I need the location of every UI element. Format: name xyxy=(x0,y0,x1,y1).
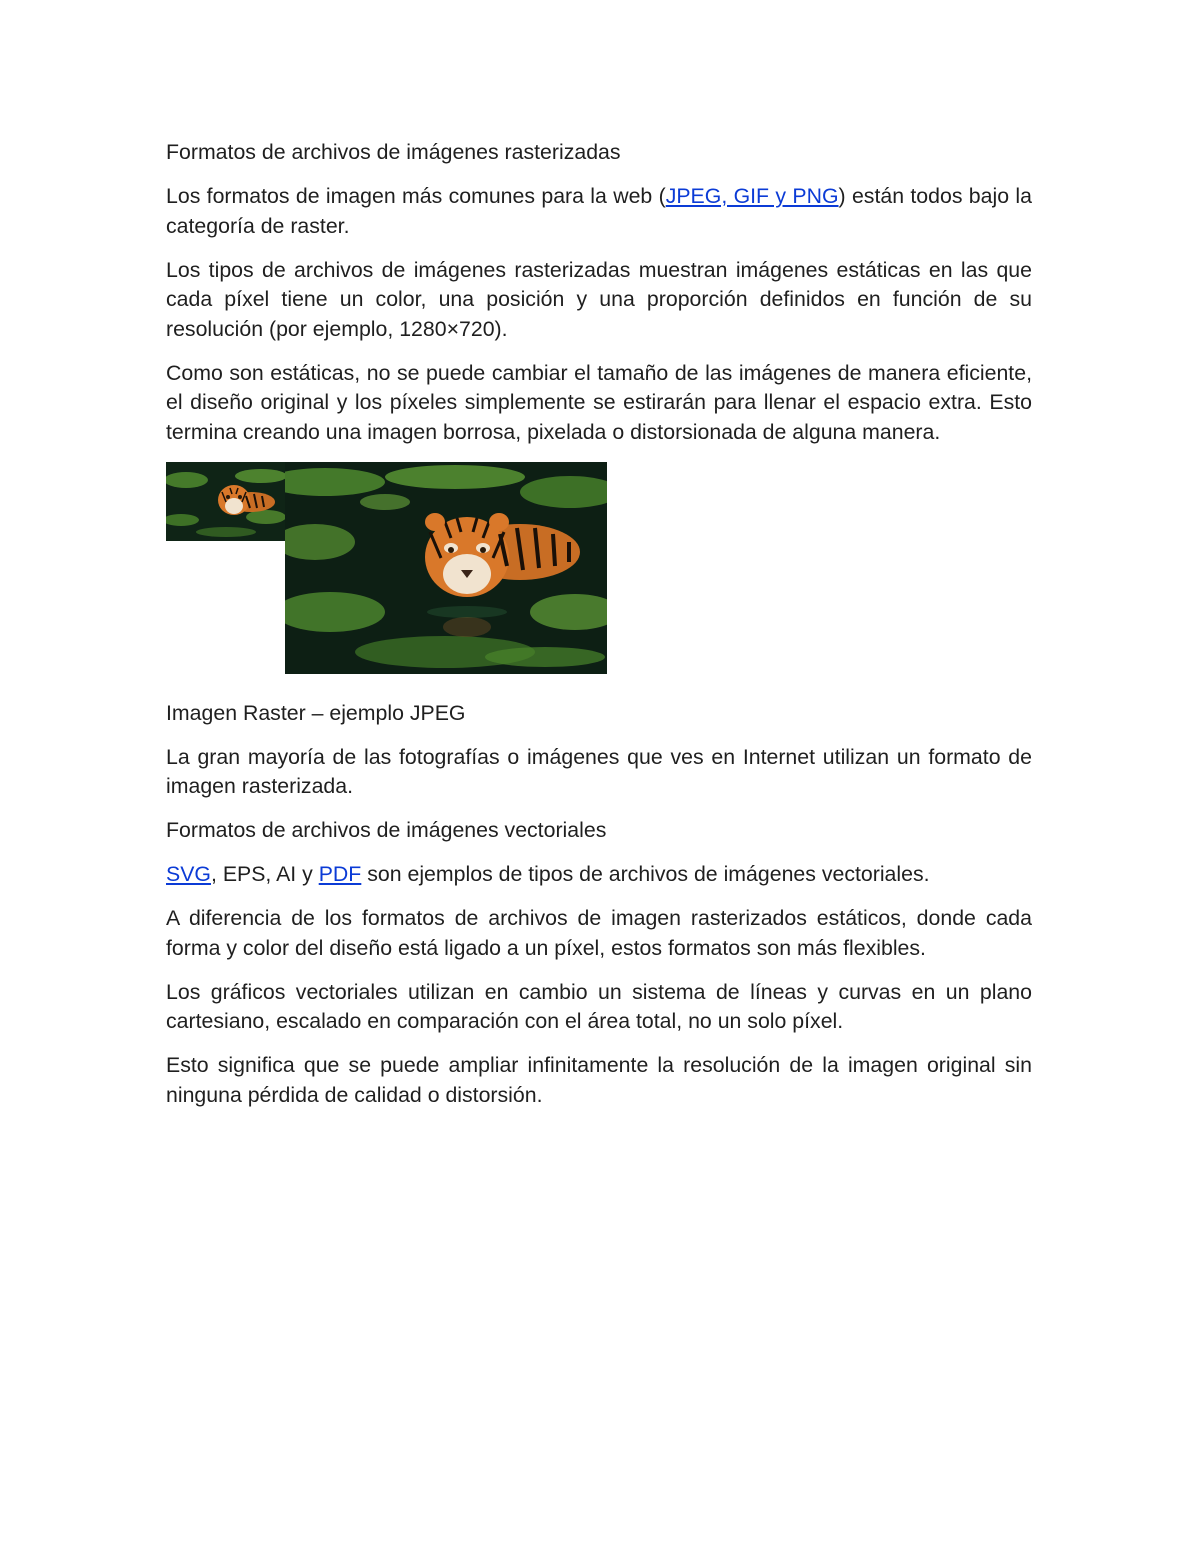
paragraph-raster-types: Los tipos de archivos de imágenes rasterizadas muestran imágenes estáticas en las que cada píxel tiene un color, una posición y una proporción definidos en función de su resolución (por ejemplo, 1280×720). xyxy=(166,257,1032,341)
paragraph-static: Como son estáticas, no se puede cambiar el tamaño de las imágenes de manera eficiente, el diseño original y los píxeles simplemente se estirarán para llenar el espacio extra. Esto termina creando una imagen borrosa, pixelada o distorsionada de alguna manera. xyxy=(166,360,1032,444)
vector-formats-heading: Formatos de archivos de imágenes vectoriales xyxy=(166,818,607,842)
pdf-link[interactable]: PDF xyxy=(318,862,362,886)
document-body xyxy=(166,138,1032,1125)
paragraph-text: , EPS, AI y xyxy=(210,862,319,886)
paragraph-text: son ejemplos de tipos de archivos de imágenes vectoriales. xyxy=(361,862,930,886)
jpeg-gif-png-link[interactable]: JPEG, GIF y PNG xyxy=(665,184,839,208)
paragraph-common-formats xyxy=(166,182,1032,241)
tiger-photo-small xyxy=(166,462,285,541)
tiger-photo-large xyxy=(285,462,607,674)
svg-link[interactable]: SVG xyxy=(166,862,211,886)
raster-formats-heading: Formatos de archivos de imágenes rasterizadas xyxy=(166,140,621,164)
paragraph-vector-examples xyxy=(166,860,1032,890)
tiger-figure xyxy=(166,462,1032,675)
paragraph-vector-lines: Los gráficos vectoriales utilizan en cambio un sistema de líneas y curvas en un plano cartesiano, escalado en comparación con el área total, no un solo píxel. xyxy=(166,979,1032,1033)
paragraph-vector-difference: A diferencia de los formatos de archivos de imagen rasterizados estáticos, donde cada forma y color del diseño está ligado a un píxel, estos formatos son más flexibles. xyxy=(166,906,1032,960)
figure-caption: Imagen Raster – ejemplo JPEG xyxy=(166,700,466,725)
paragraph-text: Los formatos de imagen más comunes para la web ( xyxy=(166,184,666,208)
paragraph-vector-scaling: Esto significa que se puede ampliar infinitamente la resolución de la imagen original sin ninguna pérdida de calidad o distorsión. xyxy=(166,1053,1032,1107)
paragraph-text: ) están todos bajo la categoría de raster. xyxy=(166,184,1032,238)
paragraph-internet-photos: La gran mayoría de las fotografías o imágenes que ves en Internet utilizan un formato de imagen rasterizada. xyxy=(166,744,1032,798)
